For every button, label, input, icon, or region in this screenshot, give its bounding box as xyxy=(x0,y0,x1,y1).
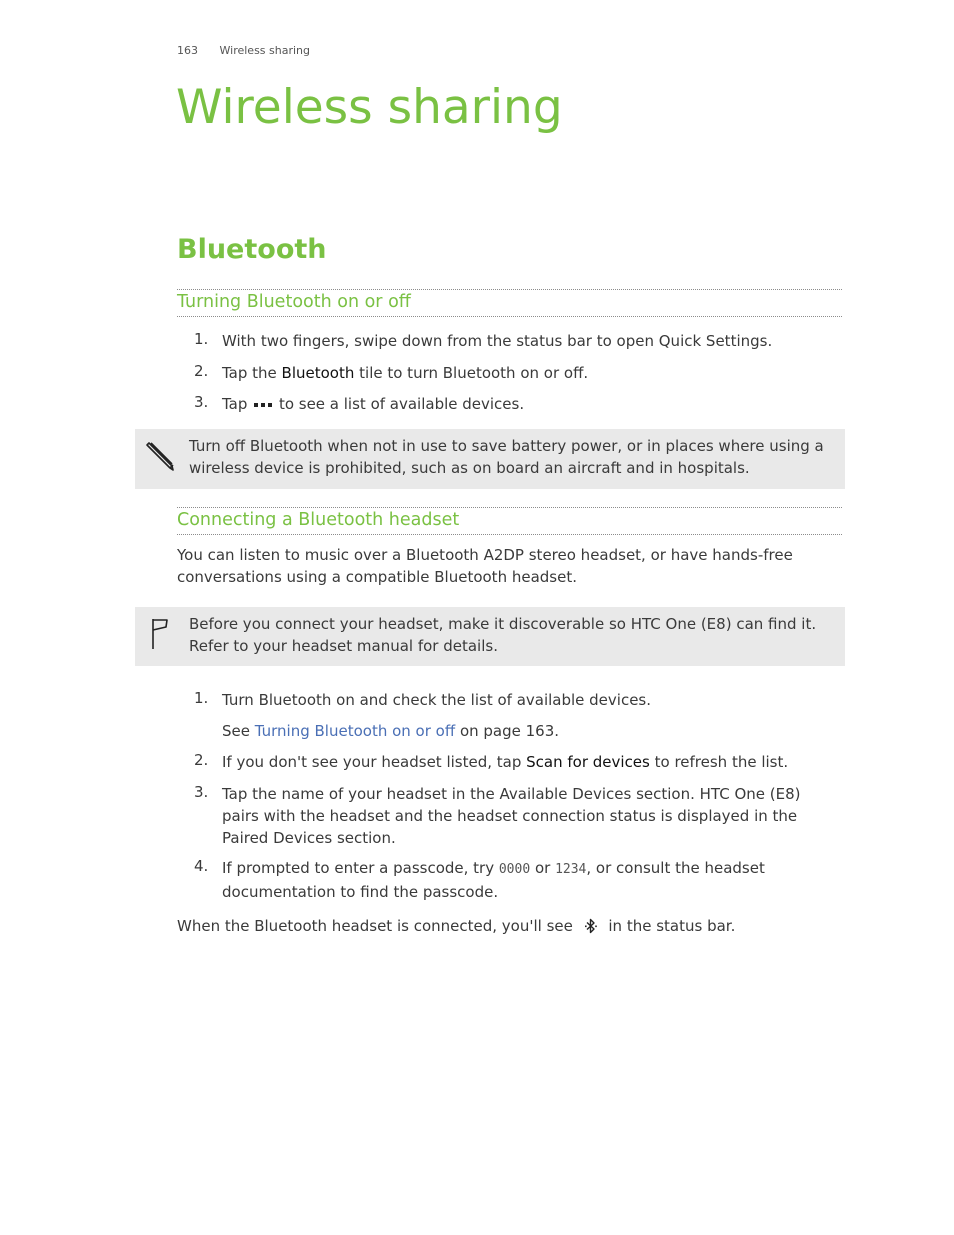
step-text xyxy=(222,751,832,773)
step-number: 1. xyxy=(194,330,209,348)
step-text: Tap the name of your headset in the Available Devices section. HTC One (E8) pairs with the headset and the headset connection status is displayed in the Paired Devices section. xyxy=(222,785,801,847)
pencil-note-icon xyxy=(143,439,177,473)
step-number: 4. xyxy=(194,857,209,875)
step-text-part: tile to turn Bluetooth on or off. xyxy=(354,364,589,382)
step-text xyxy=(222,393,832,415)
subsection-title-text: Connecting a Bluetooth headset xyxy=(177,510,460,530)
step-text-part: See xyxy=(222,722,255,740)
page-number: 163 xyxy=(177,44,198,57)
step-text-part: to see a list of available devices. xyxy=(274,395,525,413)
step-text-part: to refresh the list. xyxy=(649,753,789,771)
important-text: Before you connect your headset, make it discoverable so HTC One (E8) can find it. Refer to your headset manual for details. xyxy=(189,615,817,655)
step-text-part: If prompted to enter a passcode, try xyxy=(222,859,499,877)
step-text-part: , or consult the headset documentation to find the passcode. xyxy=(222,859,765,901)
chapter-title: Wireless sharing xyxy=(176,80,563,135)
step-text-part: or xyxy=(530,859,556,877)
step-number: 3. xyxy=(194,783,209,801)
step-text-part: If you don't see your headset listed, tap xyxy=(222,753,527,771)
intro-paragraph: You can listen to music over a Bluetooth A2DP stereo headset, or have hands-free conversations using a compatible Bluetooth headset. xyxy=(177,546,793,586)
section-title: Bluetooth xyxy=(177,234,327,265)
running-head xyxy=(177,44,310,57)
closing-text-part: in the status bar. xyxy=(603,917,736,935)
step-text: Turn Bluetooth on and check the list of available devices. xyxy=(222,691,652,709)
subsection-title-text: Turning Bluetooth on or off xyxy=(177,292,411,312)
step-number: 2. xyxy=(194,751,209,769)
subsection-title-turning-bluetooth xyxy=(177,289,842,317)
note-box xyxy=(135,429,845,489)
closing-text-part: When the Bluetooth headset is connected, you'll see xyxy=(177,917,578,935)
step-text xyxy=(222,362,832,384)
cross-reference-link[interactable]: Turning Bluetooth on or off xyxy=(254,722,456,740)
important-box xyxy=(135,607,845,666)
bluetooth-icon xyxy=(578,918,604,936)
flag-icon xyxy=(149,617,171,651)
running-head-title: Wireless sharing xyxy=(219,44,310,57)
note-text: Turn off Bluetooth when not in use to save battery power, or in places where using a wireless device is prohibited, such as on board an aircraft and in hospitals. xyxy=(189,437,824,477)
step-number: 2. xyxy=(194,362,209,380)
subsection-title-connecting-headset xyxy=(177,507,842,535)
passcode-code: 1234 xyxy=(555,862,587,877)
step-text: With two fingers, swipe down from the status bar to open Quick Settings. xyxy=(222,332,773,350)
emphasized-term: Scan for devices xyxy=(526,753,650,771)
passcode-code: 0000 xyxy=(498,862,531,877)
emphasized-term: Bluetooth xyxy=(281,364,355,382)
step-text-part: on page 163. xyxy=(455,722,560,740)
step-text-part: Tap xyxy=(222,395,253,413)
more-dots-icon xyxy=(252,399,274,411)
step-text-part: Tap the xyxy=(222,364,282,382)
closing-paragraph xyxy=(177,915,837,937)
step-number: 1. xyxy=(194,689,209,707)
step-number: 3. xyxy=(194,393,209,411)
step-see-also xyxy=(222,720,832,742)
step-text xyxy=(222,857,812,903)
